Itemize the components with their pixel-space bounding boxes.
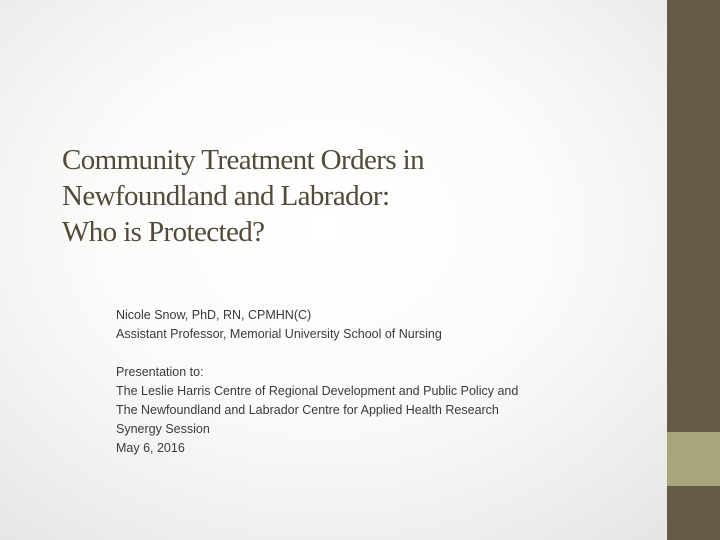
host-organization-2: The Newfoundland and Labrador Centre for Applied Health Research [116,403,499,417]
presentation-date: May 6, 2016 [116,441,185,455]
host-organization-1: The Leslie Harris Centre of Regional Development and Public Policy and [116,384,519,398]
side-stripe-top [667,0,720,432]
title-line-3: Who is Protected? [62,216,265,248]
author-name: Nicole Snow, PhD, RN, CPMHN(C) [116,308,312,322]
author-affiliation: Assistant Professor, Memorial University School of Nursing [116,327,442,341]
session-name: Synergy Session [116,422,210,436]
side-stripe-bottom [667,486,720,540]
side-stripe-accent [667,432,720,486]
title-line-1: Community Treatment Orders in [62,144,425,176]
slide-title [62,142,622,250]
spacer [116,344,646,363]
title-line-2: Newfoundland and Labrador: [62,180,390,212]
presentation-to-label: Presentation to: [116,365,204,379]
slide-subtitle-block [116,306,646,458]
